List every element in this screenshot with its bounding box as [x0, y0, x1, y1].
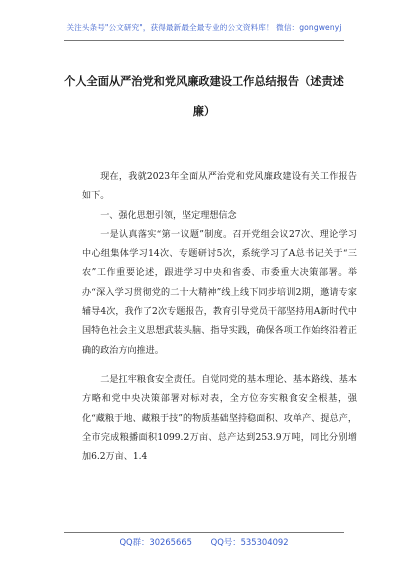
- footer-qq-group: QQ群：30265665: [119, 537, 192, 547]
- document-title: [64, 68, 344, 126]
- footer-divider: [64, 532, 344, 533]
- body-paragraph-first-item: 一是认真落实“第一议题”制度。召开党组会议27次、理论学习中心组集体学习14次、专题研讨5次，系统学习了A总书记关于“三农”工作重要论述，跟进学习中央和省委、市委重大决策部署。举办“深入学习贯彻党的二十大精神”线上线下同步培训2期，邀请专家辅导4次，我作了2次专题报告，教育引导党员干部坚持用A新时代中国特色社会主义思想武装头脑、指导实践，确保各项工作始终沿着正确的政治方向推进。: [82, 229, 357, 356]
- document-title-line-1: 个人全面从严治党和党风廉政建设工作总结报告（述责述: [64, 75, 344, 88]
- body-paragraph-second-item: 二是扛牢粮食安全责任。自觉同党的基本理论、基本路线、基本方略和党中央决策部署对标对表，全方位夯实粮食安全根基，强化“藏粮于地、藏粮于技”的物质基础坚持稳面积、攻单产、提总产，全市完成粮播面积1099.2万亩、总产达到253.9万吨，同比分别增加6.2万亩、1.4: [82, 374, 357, 463]
- body-paragraph-intro: 现在，我就2023年全面从严治党和党风廉政建设有关工作报告如下。: [82, 172, 357, 202]
- footer-qq-number: QQ号：535304092: [210, 537, 289, 547]
- footer: [0, 536, 408, 548]
- header-divider: [64, 40, 344, 41]
- document-body: [82, 168, 357, 467]
- document-title-line-2: 廉）: [192, 105, 216, 118]
- header-banner: 关注头条号"公文研究"，获得最新最全最专业的公文资料库！ 微信：gongwenyj: [66, 23, 342, 32]
- body-paragraph-section-heading: 一、强化思想引领，坚定理想信念: [100, 210, 237, 221]
